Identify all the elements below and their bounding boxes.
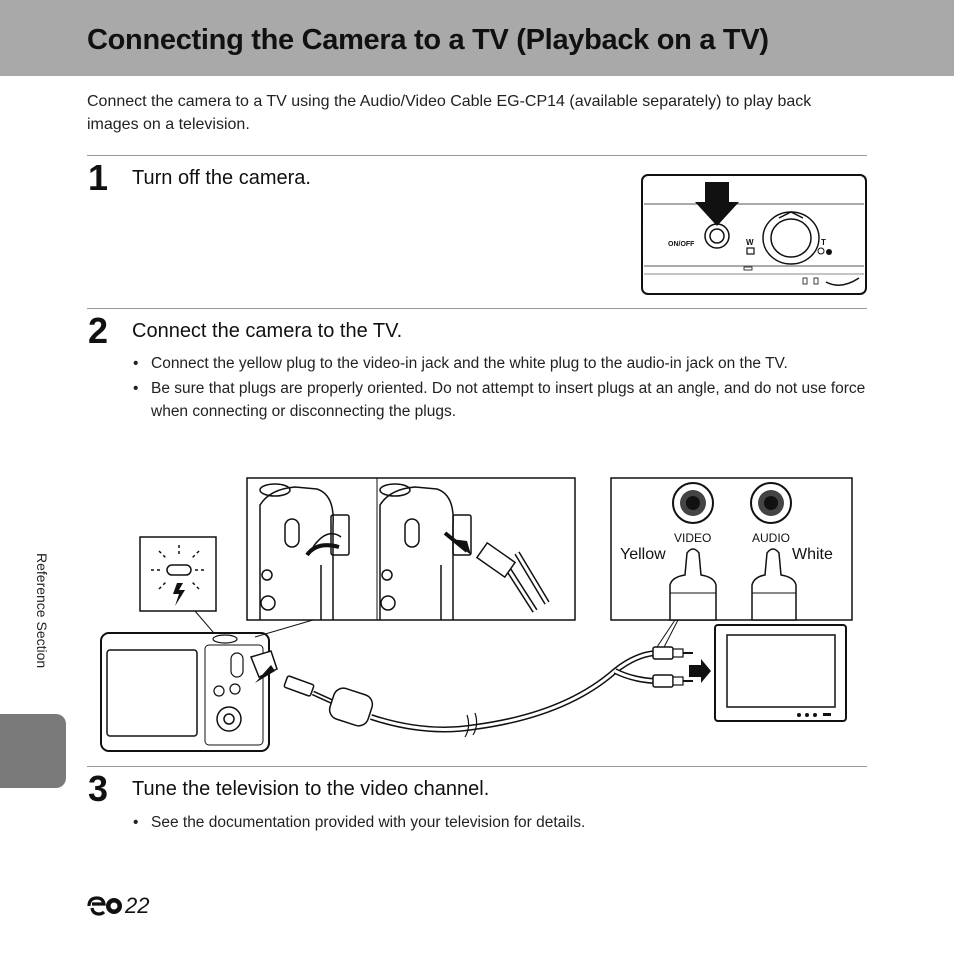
page-number-text: 22 — [125, 893, 150, 918]
audio-jack-label: AUDIO — [752, 531, 791, 545]
section-side-label: Reference Section — [34, 553, 50, 669]
on-off-label: ON/OFF — [668, 241, 695, 248]
step-3-number: 3 — [88, 768, 109, 809]
bullet-item: • See the documentation provided with your television for details. — [133, 811, 868, 834]
camera-power-button-illustration — [641, 174, 868, 296]
white-plug-label: White — [792, 546, 833, 563]
yellow-plug-label: Yellow — [620, 546, 666, 563]
step-1-number: 1 — [88, 157, 109, 198]
e-section-icon — [87, 895, 123, 917]
divider — [87, 308, 867, 309]
zoom-w-label: W — [746, 238, 754, 247]
video-jack-label: VIDEO — [674, 531, 712, 545]
divider — [87, 766, 867, 767]
tv-connection-illustration — [95, 475, 855, 755]
step-1-title: Turn off the camera. — [132, 167, 311, 189]
step-2-bullets — [133, 352, 868, 424]
zoom-t-label: T — [821, 238, 826, 247]
page-title: Connecting the Camera to a TV (Playback on a TV) — [87, 24, 769, 56]
step-2-number: 2 — [88, 310, 109, 351]
step-2-title: Connect the camera to the TV. — [132, 320, 403, 342]
step-3-title: Tune the television to the video channel. — [132, 778, 490, 800]
section-tab — [0, 714, 66, 788]
step-3-bullets — [133, 811, 868, 835]
divider — [87, 155, 867, 156]
bullet-item: • Connect the yellow plug to the video-in jack and the white plug to the audio-in jack on the TV. — [133, 352, 868, 375]
intro-paragraph: Connect the camera to a TV using the Audio/Video Cable EG-CP14 (available separately) to play back images on a television. — [87, 93, 812, 133]
bullet-item: • Be sure that plugs are properly oriented. Do not attempt to insert plugs at an angle, and do not use force when connecting or disconnecting the plugs. — [133, 377, 868, 423]
